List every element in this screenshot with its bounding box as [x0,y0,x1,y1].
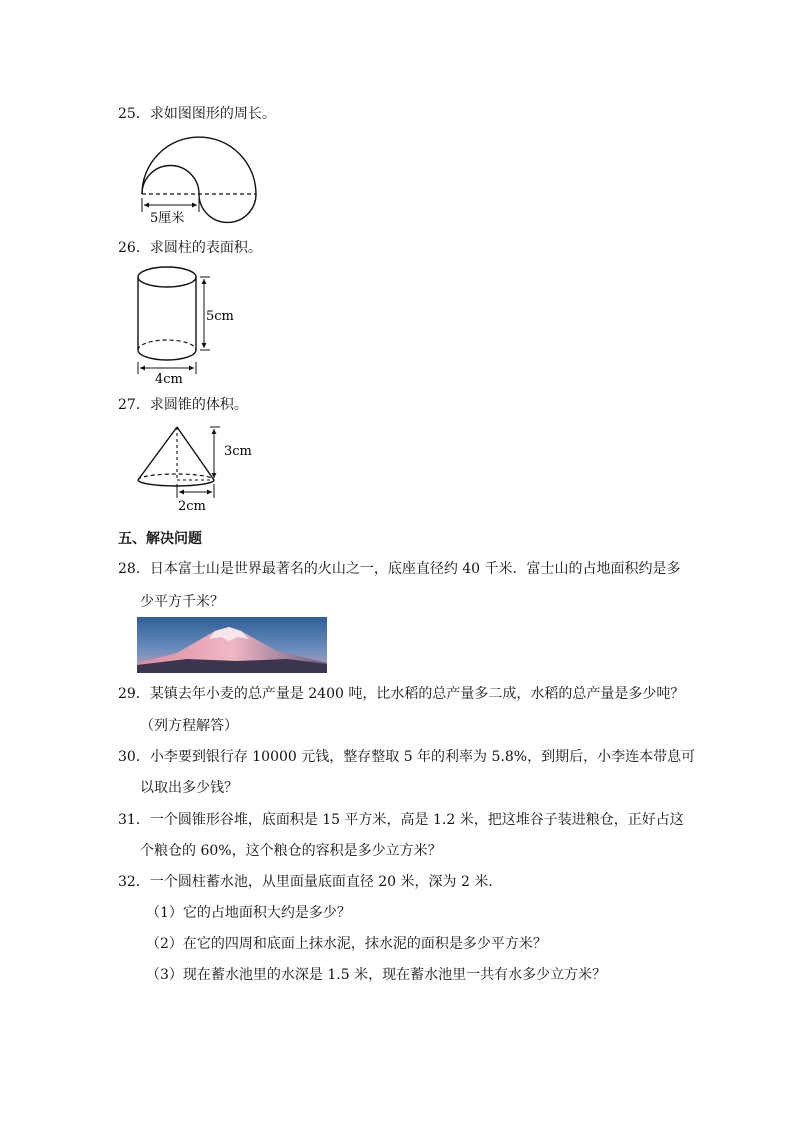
figure-27-radius-label: 2cm [178,499,206,514]
question-32-sub2: （2）在它的四周和底面上抹水泥，抹水泥的面积是多少平方米？ [146,936,547,952]
figure-27-cone [130,420,260,516]
question-30-line1: 30．小李要到银行存 10000 元钱，整存整取 5 年的利率为 5.8%，到期后，小李连本带息可 [118,749,696,765]
question-27-text: 27．求圆锥的体积。 [118,397,248,413]
figure-27-height-label: 3cm [224,444,252,459]
question-28-line2: 少平方千米？ [140,594,224,610]
question-32-sub1: （1）它的占地面积大约是多少？ [146,905,351,921]
question-28-line1: 28．日本富士山是世界最著名的火山之一，底座直径约 40 千米．富士山的占地面积约是多 [118,561,681,577]
figure-25-label: 5厘米 [150,211,185,226]
question-31-line2: 个粮仓的 60%，这个粮仓的容积是多少立方米？ [140,843,442,859]
question-26-text: 26．求圆柱的表面积。 [118,240,262,256]
figure-26-diameter-label: 4cm [155,372,183,386]
question-31-line1: 31．一个圆锥形谷堆，底面积是 15 平方米，高是 1.2 米，把这堆谷子装进粮仓，正好占这 [118,812,684,828]
figure-25-semicircles [130,132,270,227]
mount-fuji-photo [137,617,327,673]
question-32-sub3: （3）现在蓄水池里的水深是 1.5 米，现在蓄水池里一共有水多少立方米？ [146,967,607,983]
figure-26-cylinder [130,262,250,386]
section-heading: 五、解决问题 [118,531,202,547]
question-29-line2: （列方程解答） [140,718,238,734]
figure-26-height-label: 5cm [206,309,234,324]
question-29-line1: 29．某镇去年小麦的总产量是 2400 吨，比水稻的总产量多二成，水稻的总产量是多少吨？ [118,686,685,702]
question-32-line1: 32．一个圆柱蓄水池，从里面量底面直径 20 米，深为 2 米． [118,874,503,890]
question-25-text: 25．求如图图形的周长。 [118,106,276,122]
question-30-line2: 以取出多少钱？ [140,780,238,796]
